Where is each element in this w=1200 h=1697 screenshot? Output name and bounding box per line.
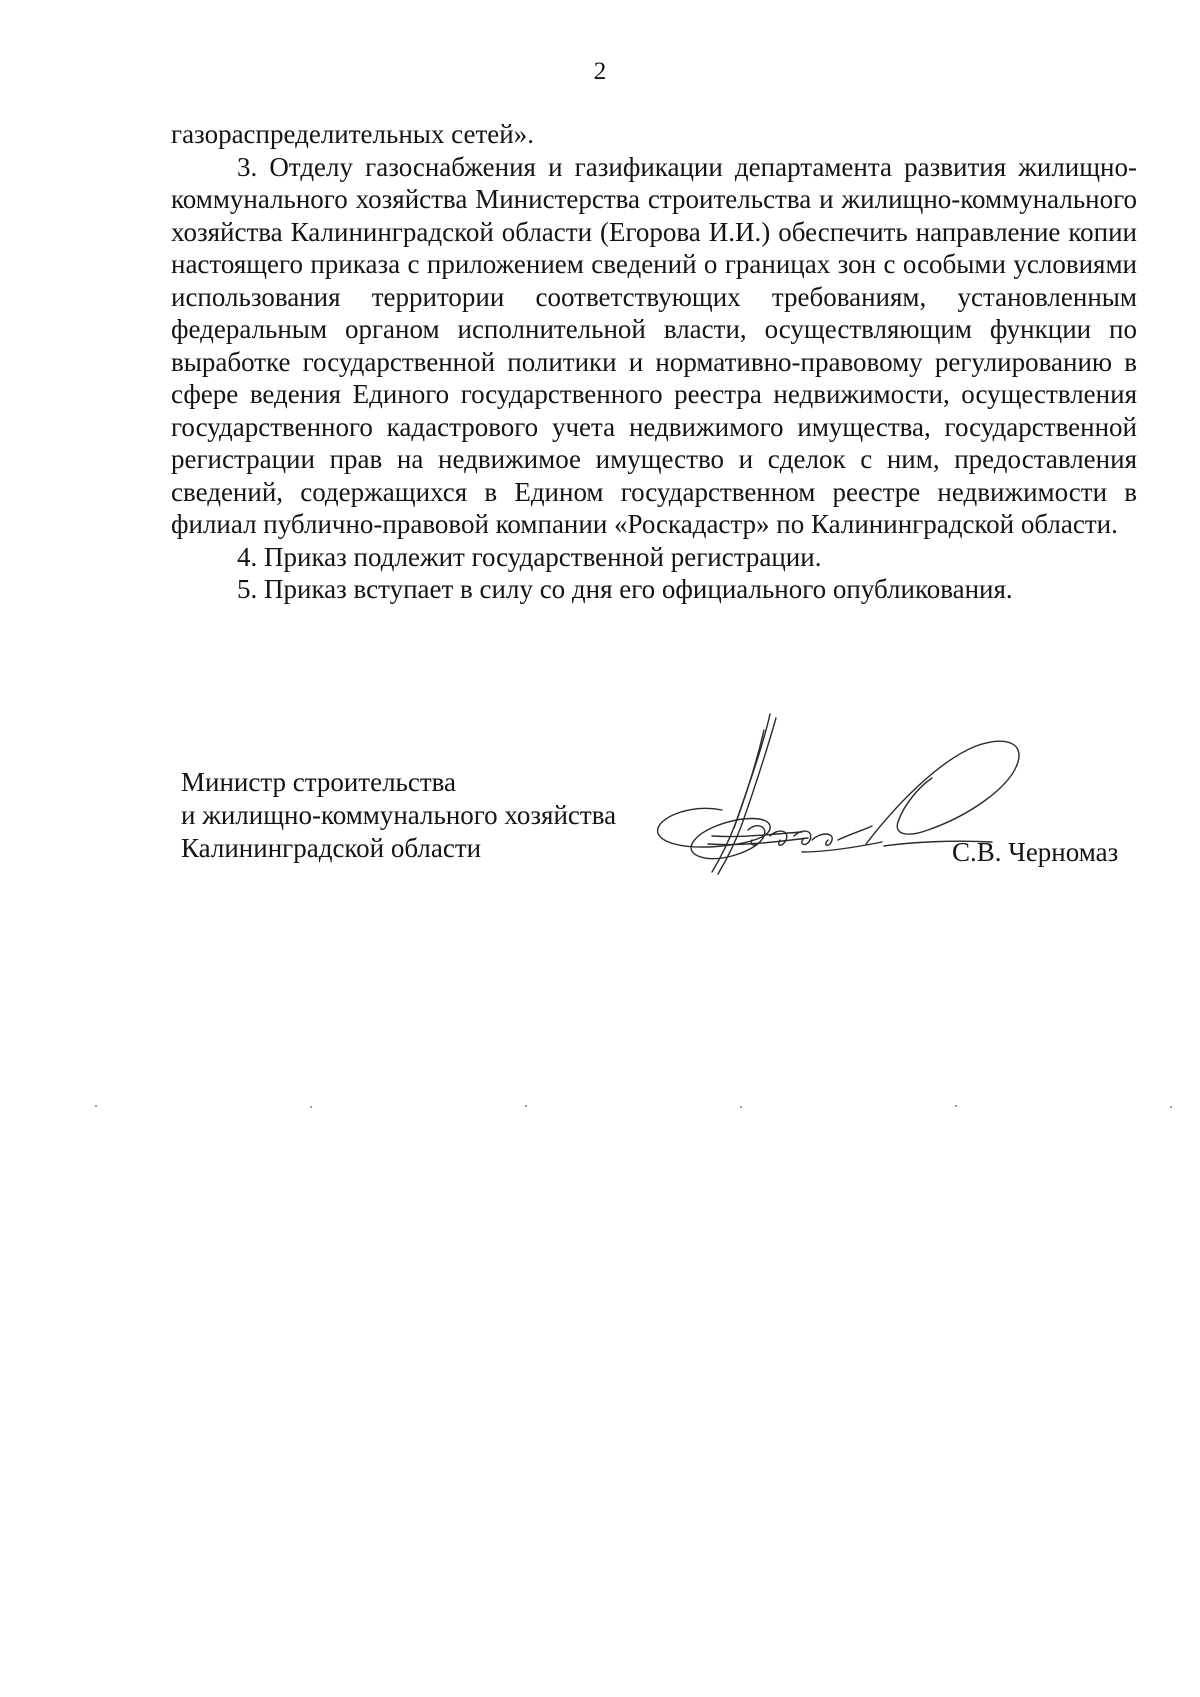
paragraph-item-5: 5. Приказ вступает в силу со дня его официального опубликования. <box>237 574 1013 604</box>
scan-artifact-dots <box>0 1103 1200 1111</box>
paragraph-continuation: газораспределительных сетей». <box>171 119 534 149</box>
position-line-2: и жилищно-коммунального хозяйства <box>181 800 617 830</box>
position-line-3: Калининградской области <box>181 833 482 863</box>
handwritten-signature <box>652 712 1072 912</box>
document-body <box>171 118 1137 606</box>
signatory-position <box>181 766 616 865</box>
paragraph-item-4: 4. Приказ подлежит государственной регистрации. <box>237 541 822 572</box>
position-line-1: Министр строительства <box>181 767 457 797</box>
page-number: 2 <box>593 58 607 85</box>
signatory-name: С.В. Черномаз <box>952 837 1119 867</box>
paragraph-item-3: 3. Отделу газоснабжения и газификации департамента развития жилищно-коммунального хозяйства Министерства строительства и жилищно-коммунального хозяйства Калининградской области (Егорова И.И.) обеспечить направление копии настоящего приказа с приложением сведений о границах зон с особыми условиями использования территории соответствующих требованиям, установленным федеральным органом исполнительной власти, осуществляющим функции по выработке государственной политики и нормативно-правовому регулированию в сфере ведения Единого государственного реестра недвижимости, осуществления государственного кадастрового учета недвижимого имущества, государственной регистрации прав на недвижимое имущество и сделок с ним, предоставления сведений, содержащихся в Едином государственном реестре недвижимости в филиал публично-правовой компании «Роскадастр» по Калининградской области. <box>171 151 1137 539</box>
